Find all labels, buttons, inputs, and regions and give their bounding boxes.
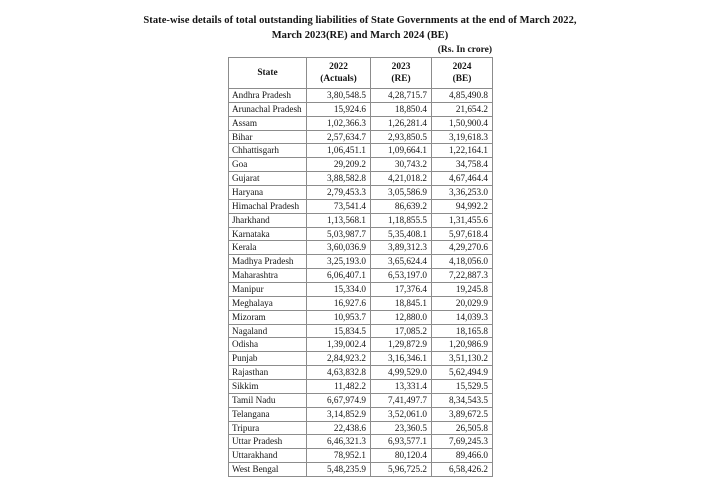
- table-body: [229, 89, 493, 477]
- cell-state: Himachal Pradesh: [229, 199, 307, 213]
- cell-state: Maharashtra: [229, 269, 307, 283]
- cell-2022: 29,209.2: [307, 158, 371, 172]
- page-title-line-2: March 2023(RE) and March 2024 (BE): [271, 29, 449, 41]
- cell-2024: 14,039.3: [432, 310, 493, 324]
- cell-2022: 6,06,407.1: [307, 269, 371, 283]
- cell-state: Madhya Pradesh: [229, 255, 307, 269]
- cell-2022: 15,834.5: [307, 324, 371, 338]
- cell-2024: 3,89,672.5: [432, 407, 493, 421]
- page-title-line-1: State-wise details of total outstanding liabilities of State Governments at the end of March 2022,: [143, 15, 577, 26]
- cell-2024: 5,62,494.9: [432, 366, 493, 380]
- cell-2023: 6,53,197.0: [371, 269, 432, 283]
- table-row: [229, 241, 493, 255]
- table-row: [229, 213, 493, 227]
- cell-2022: 2,57,634.7: [307, 130, 371, 144]
- cell-2023: 5,96,725.2: [371, 463, 432, 477]
- cell-2023: 3,16,346.1: [371, 352, 432, 366]
- cell-2024: 5,97,618.4: [432, 227, 493, 241]
- cell-2023: 1,18,855.5: [371, 213, 432, 227]
- cell-2022: 6,46,321.3: [307, 435, 371, 449]
- table-row: [229, 449, 493, 463]
- column-header-state: [229, 58, 307, 89]
- table-row: [229, 269, 493, 283]
- unit-note: (Rs. In crore): [437, 45, 492, 55]
- cell-2024: 1,50,900.4: [432, 116, 493, 130]
- table-row: [229, 116, 493, 130]
- cell-2023: 4,99,529.0: [371, 366, 432, 380]
- cell-2024: 26,505.8: [432, 421, 493, 435]
- table-row: [229, 338, 493, 352]
- cell-2024: 3,19,618.3: [432, 130, 493, 144]
- cell-2022: 1,02,366.3: [307, 116, 371, 130]
- cell-2023: 4,21,018.2: [371, 172, 432, 186]
- cell-state: Gujarat: [229, 172, 307, 186]
- column-header-2023: [371, 58, 432, 89]
- cell-2023: 3,52,061.0: [371, 407, 432, 421]
- cell-2024: 4,85,490.8: [432, 89, 493, 103]
- cell-2022: 1,39,002.4: [307, 338, 371, 352]
- cell-2022: 10,953.7: [307, 310, 371, 324]
- table-row: [229, 366, 493, 380]
- cell-2022: 15,334.0: [307, 283, 371, 297]
- cell-state: Tripura: [229, 421, 307, 435]
- cell-state: Uttar Pradesh: [229, 435, 307, 449]
- cell-2023: 18,850.4: [371, 102, 432, 116]
- table-row: [229, 324, 493, 338]
- cell-2024: 4,18,056.0: [432, 255, 493, 269]
- table-row: [229, 393, 493, 407]
- cell-state: West Bengal: [229, 463, 307, 477]
- column-header-state-primary: State: [257, 67, 278, 78]
- table-row: [229, 283, 493, 297]
- liabilities-table: [228, 57, 493, 477]
- cell-state: Chhattisgarh: [229, 144, 307, 158]
- cell-state: Mizoram: [229, 310, 307, 324]
- table-row: [229, 407, 493, 421]
- cell-2024: 7,69,245.3: [432, 435, 493, 449]
- cell-2022: 3,88,582.8: [307, 172, 371, 186]
- cell-2022: 6,67,974.9: [307, 393, 371, 407]
- table-row: [229, 144, 493, 158]
- cell-state: Uttarakhand: [229, 449, 307, 463]
- cell-2023: 3,05,586.9: [371, 186, 432, 200]
- cell-2023: 1,09,664.1: [371, 144, 432, 158]
- cell-2023: 2,93,850.5: [371, 130, 432, 144]
- table-row: [229, 89, 493, 103]
- cell-2022: 16,927.6: [307, 296, 371, 310]
- table-header-row: [229, 58, 493, 89]
- cell-2024: 6,58,426.2: [432, 463, 493, 477]
- cell-2023: 1,29,872.9: [371, 338, 432, 352]
- table-row: [229, 463, 493, 477]
- table-row: [229, 186, 493, 200]
- cell-2022: 3,80,548.5: [307, 89, 371, 103]
- cell-2023: 86,639.2: [371, 199, 432, 213]
- cell-2023: 18,845.1: [371, 296, 432, 310]
- cell-2024: 8,34,543.5: [432, 393, 493, 407]
- cell-state: Jharkhand: [229, 213, 307, 227]
- cell-2022: 3,25,193.0: [307, 255, 371, 269]
- cell-2023: 7,41,497.7: [371, 393, 432, 407]
- cell-2024: 1,20,986.9: [432, 338, 493, 352]
- table-row: [229, 421, 493, 435]
- cell-2023: 23,360.5: [371, 421, 432, 435]
- cell-2024: 1,31,455.6: [432, 213, 493, 227]
- cell-state: Nagaland: [229, 324, 307, 338]
- cell-2023: 4,28,715.7: [371, 89, 432, 103]
- cell-2023: 13,331.4: [371, 380, 432, 394]
- cell-2022: 11,482.2: [307, 380, 371, 394]
- table-row: [229, 310, 493, 324]
- table-row: [229, 199, 493, 213]
- cell-state: Andhra Pradesh: [229, 89, 307, 103]
- column-header-2024-primary: 2024: [452, 61, 472, 72]
- cell-state: Arunachal Pradesh: [229, 102, 307, 116]
- cell-2024: 21,654.2: [432, 102, 493, 116]
- cell-state: Bihar: [229, 130, 307, 144]
- cell-2024: 34,758.4: [432, 158, 493, 172]
- table-row: [229, 130, 493, 144]
- cell-2024: 15,529.5: [432, 380, 493, 394]
- cell-state: Goa: [229, 158, 307, 172]
- table-row: [229, 172, 493, 186]
- cell-2023: 80,120.4: [371, 449, 432, 463]
- cell-2022: 22,438.6: [307, 421, 371, 435]
- cell-state: Kerala: [229, 241, 307, 255]
- cell-2022: 3,60,036.9: [307, 241, 371, 255]
- table-row: [229, 380, 493, 394]
- cell-2022: 4,63,832.8: [307, 366, 371, 380]
- cell-2022: 78,952.1: [307, 449, 371, 463]
- cell-2024: 3,51,130.2: [432, 352, 493, 366]
- page-title: [0, 0, 720, 44]
- cell-state: Rajasthan: [229, 366, 307, 380]
- table-row: [229, 227, 493, 241]
- cell-2022: 5,48,235.9: [307, 463, 371, 477]
- cell-2024: 89,466.0: [432, 449, 493, 463]
- table-row: [229, 158, 493, 172]
- cell-2022: 1,06,451.1: [307, 144, 371, 158]
- cell-2022: 15,924.6: [307, 102, 371, 116]
- cell-state: Tamil Nadu: [229, 393, 307, 407]
- cell-2024: 4,67,464.4: [432, 172, 493, 186]
- cell-2023: 12,880.0: [371, 310, 432, 324]
- cell-2022: 73,541.4: [307, 199, 371, 213]
- cell-2024: 18,165.8: [432, 324, 493, 338]
- cell-2024: 3,36,253.0: [432, 186, 493, 200]
- column-header-2022: [307, 58, 371, 89]
- cell-2023: 17,376.4: [371, 283, 432, 297]
- cell-2022: 5,03,987.7: [307, 227, 371, 241]
- cell-state: Assam: [229, 116, 307, 130]
- cell-2024: 4,29,270.6: [432, 241, 493, 255]
- cell-state: Haryana: [229, 186, 307, 200]
- cell-state: Telangana: [229, 407, 307, 421]
- cell-2022: 3,14,852.9: [307, 407, 371, 421]
- liabilities-table-container: [228, 57, 493, 477]
- cell-2024: 7,22,887.3: [432, 269, 493, 283]
- column-header-2022-secondary: (Actuals): [320, 74, 357, 84]
- cell-state: Meghalaya: [229, 296, 307, 310]
- cell-2024: 19,245.8: [432, 283, 493, 297]
- cell-2023: 3,89,312.3: [371, 241, 432, 255]
- cell-state: Manipur: [229, 283, 307, 297]
- cell-state: Sikkim: [229, 380, 307, 394]
- cell-state: Karnataka: [229, 227, 307, 241]
- cell-2024: 20,029.9: [432, 296, 493, 310]
- column-header-2023-primary: 2023: [391, 61, 411, 72]
- cell-2024: 94,992.2: [432, 199, 493, 213]
- cell-2023: 1,26,281.4: [371, 116, 432, 130]
- cell-2023: 30,743.2: [371, 158, 432, 172]
- table-header: [229, 58, 493, 89]
- table-row: [229, 255, 493, 269]
- column-header-2022-primary: 2022: [329, 61, 348, 72]
- cell-state: Odisha: [229, 338, 307, 352]
- column-header-2023-secondary: (RE): [391, 74, 411, 84]
- cell-2022: 2,84,923.2: [307, 352, 371, 366]
- cell-2023: 5,35,408.1: [371, 227, 432, 241]
- cell-2024: 1,22,164.1: [432, 144, 493, 158]
- cell-2023: 6,93,577.1: [371, 435, 432, 449]
- cell-2022: 1,13,568.1: [307, 213, 371, 227]
- cell-2023: 3,65,624.4: [371, 255, 432, 269]
- table-row: [229, 352, 493, 366]
- column-header-2024-secondary: (BE): [452, 74, 472, 84]
- table-row: [229, 296, 493, 310]
- cell-state: Punjab: [229, 352, 307, 366]
- cell-2023: 17,085.2: [371, 324, 432, 338]
- column-header-2024: [432, 58, 493, 89]
- cell-2022: 2,79,453.3: [307, 186, 371, 200]
- table-row: [229, 435, 493, 449]
- table-row: [229, 102, 493, 116]
